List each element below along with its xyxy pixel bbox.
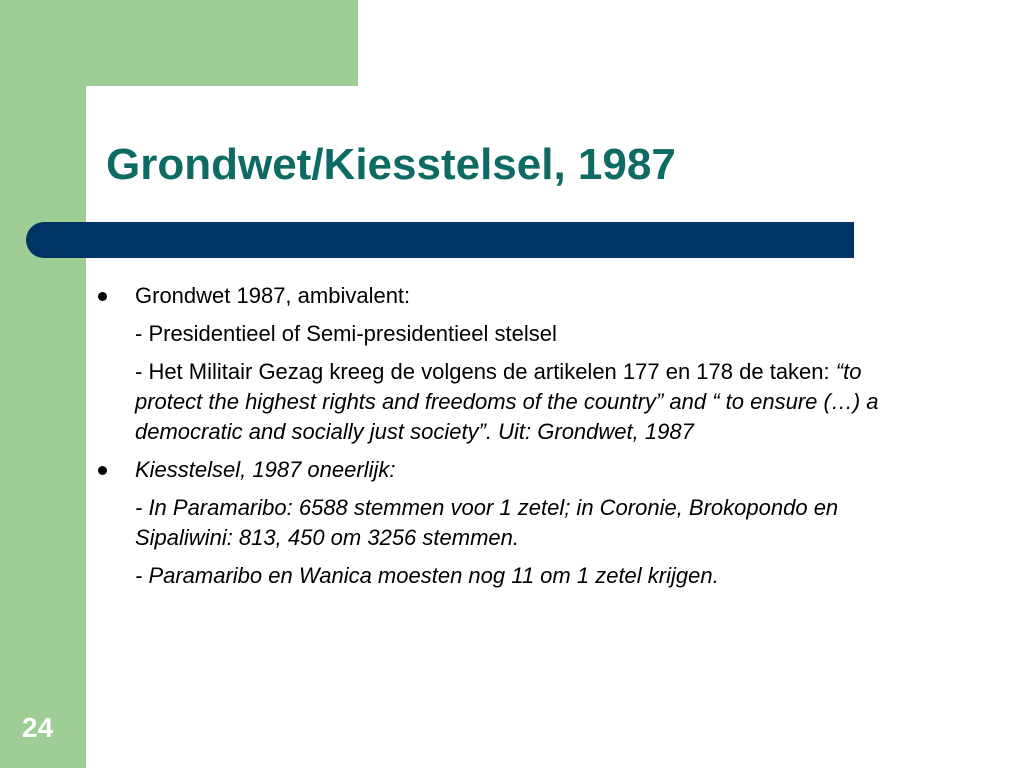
slide-title: Grondwet/Kiesstelsel, 1987 <box>106 140 676 189</box>
sub-item-text: - Presidentieel of Semi-presidentieel stelsel <box>135 321 557 346</box>
bullet-text: Kiesstelsel, 1987 oneerlijk: <box>135 457 396 482</box>
bullet-dot-icon <box>98 292 107 301</box>
sub-item <box>98 357 918 447</box>
quote-text: “to protect the highest rights and freedoms of the country” and “ to ensure (…) a democratic and socially just society”. Uit: Grondwet, 1987 <box>135 359 879 444</box>
bullet-dot-icon <box>98 466 107 475</box>
sub-item-text: - Paramaribo en Wanica moesten nog 11 om 1 zetel krijgen. <box>135 563 719 588</box>
title-underline-bar <box>26 222 854 258</box>
slide-content <box>98 281 918 591</box>
sub-item <box>98 561 918 591</box>
sub-item <box>98 319 918 349</box>
sub-item <box>98 493 918 553</box>
bullet-item <box>98 281 918 311</box>
bullet-item <box>98 455 918 485</box>
page-number: 24 <box>22 712 54 743</box>
bullet-text: Grondwet 1987, ambivalent: <box>135 283 411 308</box>
left-green-band <box>0 0 86 768</box>
sub-item-text: - In Paramaribo: 6588 stemmen voor 1 zetel; in Coronie, Brokopondo en Sipaliwini: 813, 450 om 3256 stemmen. <box>135 495 839 550</box>
sub-item-text: - Het Militair Gezag kreeg de volgens de artikelen 177 en 178 de taken: <box>135 359 836 384</box>
top-green-band <box>86 0 358 86</box>
